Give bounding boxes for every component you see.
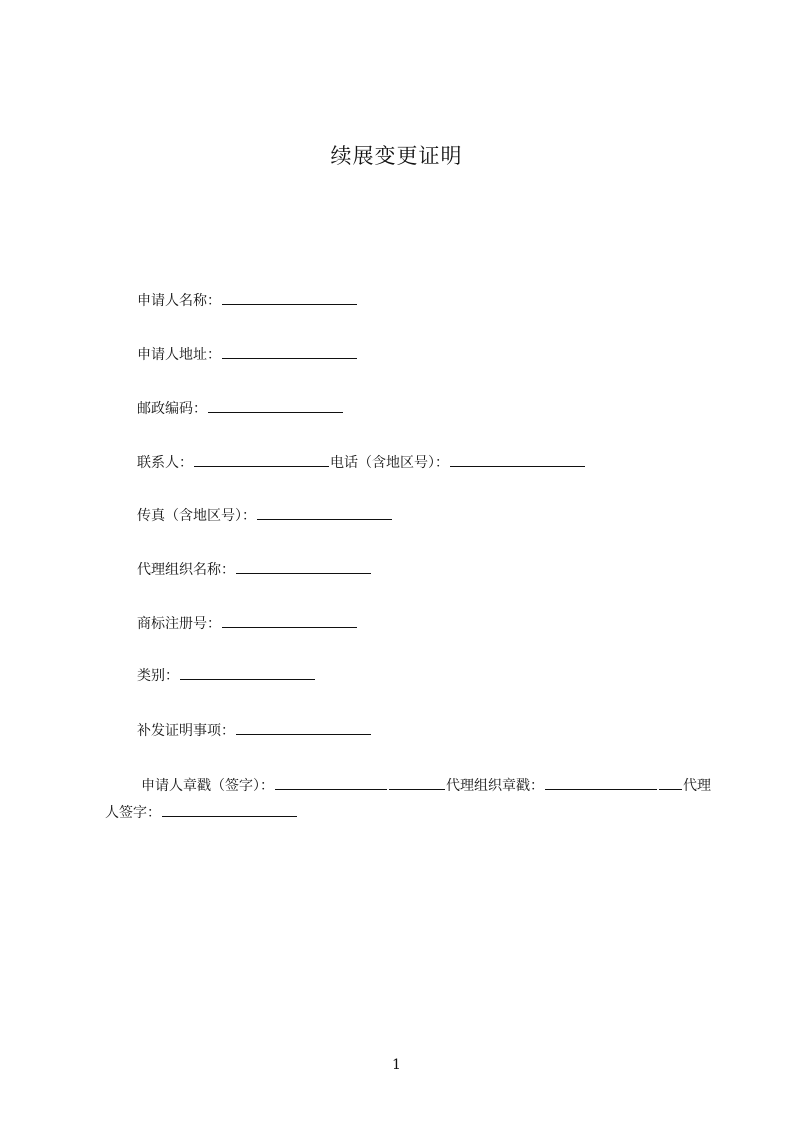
page-number: 1 (392, 1057, 401, 1073)
applicant-name-row (137, 292, 358, 310)
fax-label: 传真（含地区号）： (137, 508, 256, 524)
applicant-address-label: 申请人地址： (137, 347, 221, 363)
category-row (137, 667, 316, 685)
agent-seal-blank[interactable] (545, 788, 657, 790)
page-title: 续展变更证明 (330, 144, 463, 168)
agent-name-blank[interactable] (236, 572, 371, 574)
postal-code-label: 邮政编码： (137, 401, 207, 417)
applicant-address-blank[interactable] (222, 357, 357, 359)
agent-signature-label-part2: 人签字： (105, 805, 161, 821)
trademark-reg-no-row (137, 615, 358, 633)
trademark-reg-no-blank[interactable] (222, 626, 357, 628)
reissue-matter-label: 补发证明事项： (137, 723, 235, 739)
applicant-address-row (137, 346, 358, 364)
signature-block (105, 773, 711, 827)
signature-line-1 (105, 773, 711, 800)
reissue-matter-row (137, 722, 372, 740)
reissue-matter-blank[interactable] (236, 733, 371, 735)
category-blank[interactable] (180, 678, 315, 680)
postal-code-row (137, 400, 344, 418)
contact-person-blank[interactable] (194, 465, 329, 467)
agent-seal-label: 代理组织章戳： (446, 778, 544, 794)
postal-code-blank[interactable] (208, 411, 343, 413)
fax-row (137, 507, 393, 525)
contact-row (137, 454, 586, 472)
trademark-reg-no-label: 商标注册号： (137, 616, 221, 632)
category-label: 类别： (137, 668, 179, 684)
applicant-seal-label: 申请人章戳（签字）： (141, 778, 274, 794)
phone-label: 电话（含地区号）： (330, 455, 449, 471)
agent-seal-blank-extension[interactable] (659, 788, 682, 790)
agent-signature-blank[interactable] (162, 815, 297, 817)
applicant-name-blank[interactable] (222, 303, 357, 305)
agent-name-label: 代理组织名称： (137, 562, 235, 578)
agent-name-row (137, 561, 372, 579)
agent-signature-label-part1: 代理 (683, 778, 711, 794)
contact-person-label: 联系人： (137, 455, 193, 471)
applicant-name-label: 申请人名称： (137, 293, 221, 309)
fax-blank[interactable] (257, 518, 392, 520)
signature-line-2 (105, 800, 705, 827)
applicant-seal-blank[interactable] (275, 788, 387, 790)
phone-blank[interactable] (450, 465, 585, 467)
applicant-seal-blank-extension[interactable] (389, 788, 445, 790)
